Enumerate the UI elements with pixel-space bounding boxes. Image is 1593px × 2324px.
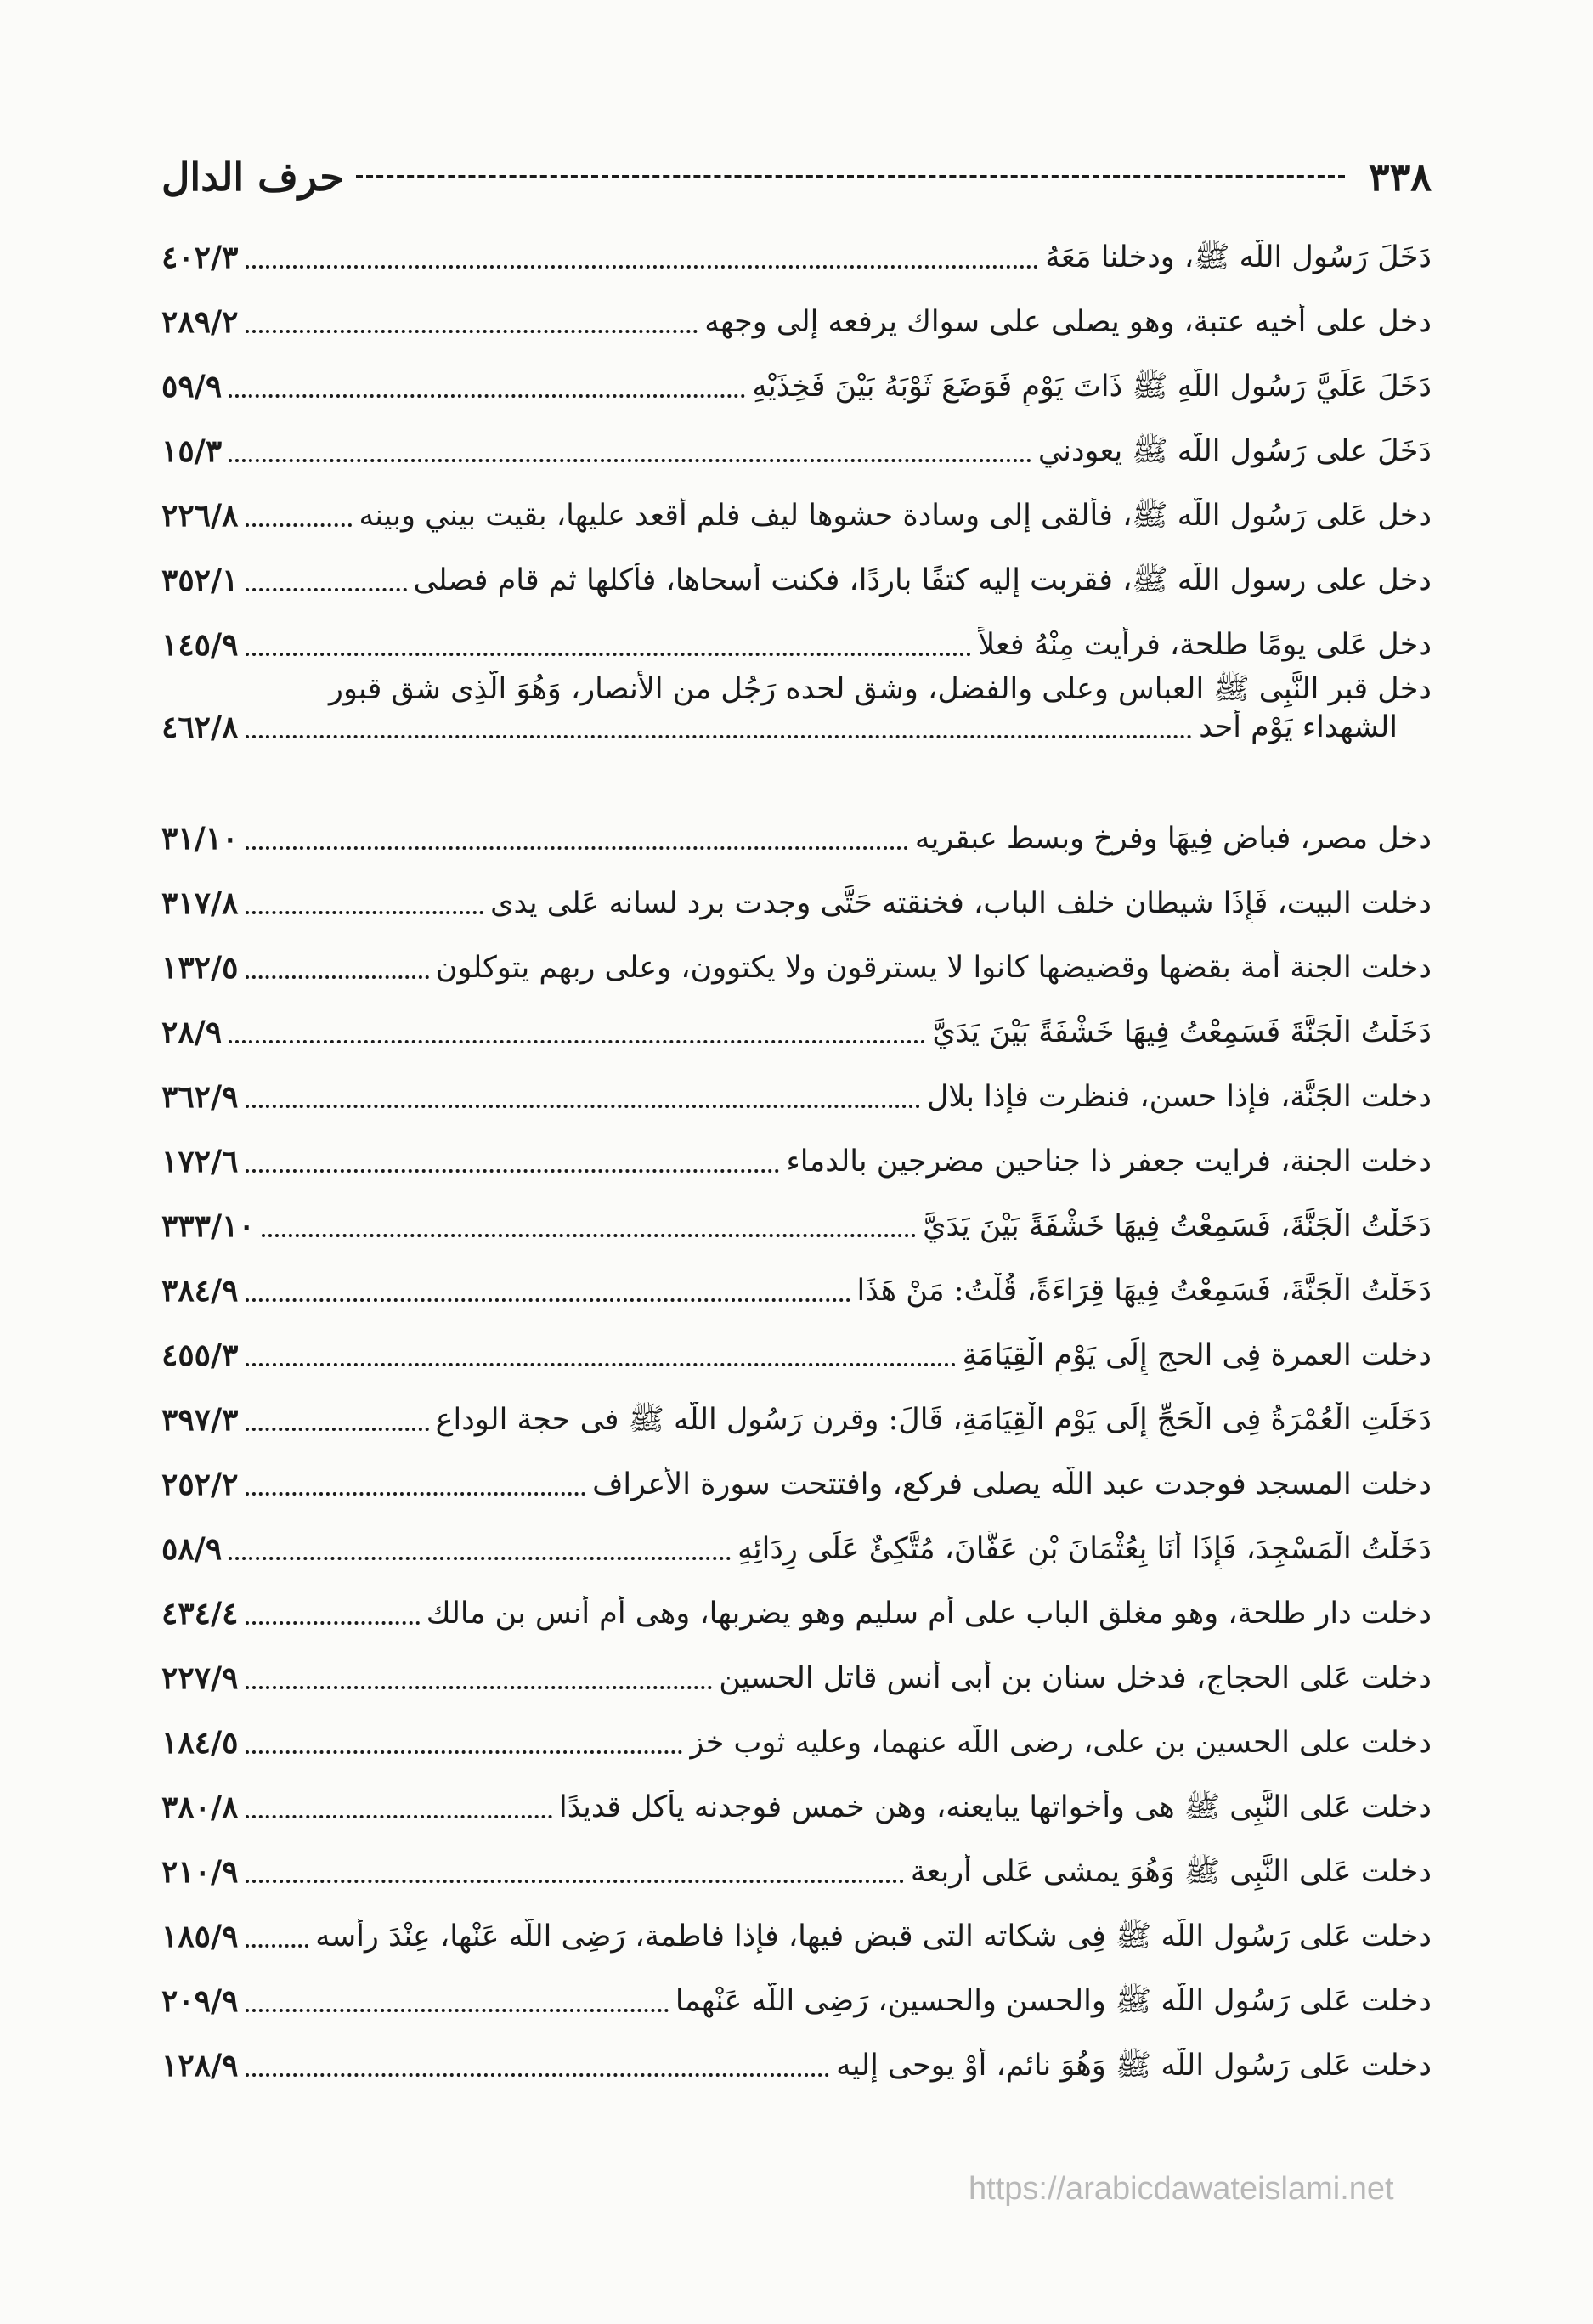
entry-text: دَخَلْتُ الْجَنَّةَ، فَسَمِعْتُ فِيهَا قِرَاءَةً، قُلْتُ: مَنْ هَذَا xyxy=(856,1274,1432,1309)
entry-text: دَخَلْتُ الْجَنَّةَ فَسَمِعْتُ فِيهَا خَشْفَةً بَيْنَ يَدَيَّ xyxy=(932,1015,1432,1050)
entry-text: دخل مصر، فباض فِيهَا وفرخ وبسط عبقريه xyxy=(914,822,1432,857)
leader-dots xyxy=(246,1621,420,1625)
index-entry xyxy=(161,219,1432,284)
leader-dots xyxy=(246,846,908,850)
leader-dots xyxy=(246,1428,429,1431)
index-entry xyxy=(161,671,1432,800)
leader-dots xyxy=(246,653,972,656)
entry-text: دخلت الجنة أمة بقضها وقضيضها كانوا لا يسترقون ولا يكتوون، وعلى ربهم يتوكلون xyxy=(435,951,1432,986)
watermark-url: https://arabicdawateislami.net xyxy=(969,2171,1394,2207)
index-entry xyxy=(161,1575,1432,1640)
index-entry xyxy=(161,413,1432,478)
entry-reference: ٢٢٦/٨ xyxy=(161,498,239,534)
header-rule xyxy=(356,175,1345,178)
index-entry xyxy=(161,1059,1432,1123)
entry-text: دَخَلْتُ الْمَسْجِدَ، فَإِذَا أَنَا بِعُثْمَانَ بْنِ عَفَّانَ، مُتَّكِئٌ عَلَى رِدَائِهِ xyxy=(737,1532,1432,1567)
entry-text: دخلت على الحسين بن على، رضى اللَّه عنهما، وعليه ثوب خز xyxy=(689,1726,1432,1761)
entry-reference: ١٨٤/٥ xyxy=(161,1725,239,1761)
entry-reference: ٥٩/٩ xyxy=(161,369,223,404)
entry-reference: ٣٨٠/٨ xyxy=(161,1790,239,1825)
leader-dots xyxy=(229,394,745,398)
entry-reference: ١٥/٣ xyxy=(161,433,223,469)
entry-reference: ٢٨٩/٢ xyxy=(161,304,239,340)
entry-reference: ١٤٥/٩ xyxy=(161,627,239,663)
entry-reference: ٢٥٢/٢ xyxy=(161,1467,239,1502)
index-entry xyxy=(161,1123,1432,1188)
entry-reference: ٢٢٧/٩ xyxy=(161,1660,239,1696)
leader-dots xyxy=(246,2073,830,2077)
entry-reference: ١٧٢/٦ xyxy=(161,1144,239,1179)
entry-reference: ١٣٢/٥ xyxy=(161,950,239,986)
index-entry xyxy=(161,1640,1432,1705)
leader-dots xyxy=(246,588,407,591)
entry-text: دخلت عَلى الحجاج، فدخل سنان بن أبى أنس قاتل الحسين xyxy=(719,1661,1432,1696)
index-entry xyxy=(161,478,1432,542)
index-entry xyxy=(161,1705,1432,1769)
index-entry xyxy=(161,930,1432,994)
entry-text: دخلت الجنة، فرايت جعفر ذا جناحين مضرجين بالدماء xyxy=(786,1145,1432,1179)
leader-dots xyxy=(246,1105,920,1108)
page-number: ٣٣٨ xyxy=(1368,154,1432,200)
index-entry xyxy=(161,1963,1432,2027)
entry-reference: ٣٣٣/١٠ xyxy=(161,1208,255,1244)
index-entry xyxy=(161,994,1432,1059)
entry-text: دَخَلَتِ الْعُمْرَةُ فِى الْحَجِّ إِلَى يَوْمِ الْقِيَامَةِ، قَالَ: وقرن رَسُول اللَّه ﷺ فى حجة الوداع xyxy=(435,1403,1432,1438)
leader-dots xyxy=(246,1880,904,1883)
entry-reference: ١٨٥/٩ xyxy=(161,1919,239,1954)
entry-reference: ٣١٧/٨ xyxy=(161,885,239,921)
leader-dots xyxy=(246,1944,309,1948)
entry-reference: ٣٦٢/٩ xyxy=(161,1079,239,1115)
entry-reference: ١٢٨/٩ xyxy=(161,2048,239,2084)
entry-text: دَخَلَ على رَسُول اللَّه ﷺ يعودني xyxy=(1038,434,1432,469)
leader-dots xyxy=(246,2009,669,2012)
index-entry xyxy=(161,542,1432,607)
index-entry xyxy=(161,1188,1432,1252)
index-entry xyxy=(161,1317,1432,1382)
leader-dots xyxy=(246,911,484,914)
index-entry xyxy=(161,1511,1432,1575)
leader-dots xyxy=(246,1750,683,1754)
entry-reference: ٣٩٧/٣ xyxy=(161,1402,239,1438)
leader-dots xyxy=(246,975,429,979)
entry-text: دخلت عَلى النَّبِى ﷺ وَهُوَ يمشى عَلى أربعة xyxy=(910,1855,1432,1890)
entry-text: دخل على رسول اللَّه ﷺ، فقربت إليه كتفًا باردًا، فكنت أسحاها، فأكلها ثم قام فصلى xyxy=(413,563,1432,598)
index-entry xyxy=(161,607,1432,671)
index-entry xyxy=(161,800,1432,865)
entry-reference: ٤٦٢/٨ xyxy=(161,709,239,745)
leader-dots xyxy=(246,1686,713,1689)
entry-text: دخلت المسجد فوجدت عبد اللَّه يصلى فركع، وافتتحت سورة الأعراف xyxy=(592,1467,1432,1502)
entry-reference: ٢١٠/٩ xyxy=(161,1854,239,1890)
entry-text: دخلت عَلى رَسُول اللَّه ﷺ وَهُوَ نائم، أَوْ يوحى إليه xyxy=(836,2049,1432,2084)
entry-text-line-1: دخل قبر النَّبِى ﷺ العباس وعلى والفضل، وشق لحده رَجُل من الأنصار، وَهُوَ الَّذِى شق قبور xyxy=(329,672,1432,706)
entry-text: دَخَلْتُ الْجَنَّةَ، فَسَمِعْتُ فِيهَا خَشْفَةً بَيْنَ يَدَيَّ xyxy=(923,1209,1432,1244)
leader-dots xyxy=(246,1298,850,1302)
leader-dots xyxy=(246,735,1193,738)
leader-dots xyxy=(246,265,1039,269)
leader-dots xyxy=(229,1557,731,1560)
entry-reference: ٢٨/٩ xyxy=(161,1015,223,1050)
entry-reference: ٣١/١٠ xyxy=(161,821,239,857)
leader-dots xyxy=(246,1169,780,1173)
entry-text: دخل على أخيه عتبة، وهو يصلى على سواك يرفعه إلى وجهه xyxy=(704,305,1432,340)
entry-text: دخلت البيت، فَإِذَا شيطان خلف الباب، فخنقته حَتَّى وجدت برد لسانه عَلى يدى xyxy=(490,886,1432,921)
leader-dots xyxy=(246,1363,956,1366)
entry-text: دخلت دار طلحة، وهو مغلق الباب على أم سليم وهو يضربها، وهى أم أنس بن مالك xyxy=(426,1597,1432,1631)
leader-dots xyxy=(246,1815,553,1818)
page-header xyxy=(161,143,1432,211)
entry-text: دَخَلَ رَسُول اللَّه ﷺ، ودخلنا مَعَهُ xyxy=(1045,240,1432,275)
entry-reference: ٤٥٥/٣ xyxy=(161,1337,239,1373)
index-entry xyxy=(161,865,1432,930)
entry-text: دخل عَلى يومًا طلحة، فرأيت مِنْهُ فعلاً xyxy=(978,628,1432,663)
index-entry xyxy=(161,1446,1432,1511)
index-entry xyxy=(161,1898,1432,1963)
index-entries xyxy=(161,219,1432,2092)
index-entry xyxy=(161,284,1432,348)
index-entry xyxy=(161,348,1432,413)
section-title: حرف الدال xyxy=(161,154,344,200)
leader-dots xyxy=(246,1492,586,1496)
entry-reference: ٣٨٤/٩ xyxy=(161,1273,239,1309)
entry-text: دخل عَلى رَسُول اللَّه ﷺ، فألقى إلى وسادة حشوها ليف فلم أقعد عليها، بقيت بيني وبينه xyxy=(359,499,1432,534)
entry-reference: ٣٥٢/١ xyxy=(161,563,239,598)
index-entry xyxy=(161,2027,1432,2092)
entry-reference: ٤٣٤/٤ xyxy=(161,1596,239,1631)
entry-reference: ٥٨/٩ xyxy=(161,1531,223,1567)
index-entry xyxy=(161,1252,1432,1317)
entry-text: دَخَلَ عَلَيَّ رَسُول اللَّهِ ﷺ ذَاتَ يَوْمٍ فَوَضَعَ ثَوْبَهُ بَيْنَ فَخِذَيْهِ xyxy=(752,370,1432,404)
entry-text: دخلت العمرة فِى الحج إِلَى يَوْمِ الْقِيَامَةِ xyxy=(962,1338,1432,1373)
entry-text-line-2: الشهداء يَوْم أحد xyxy=(1199,710,1398,744)
entry-text: دخلت عَلى النَّبِى ﷺ هى وأخواتها يبايعنه، وهن خمس فوجدنه يأكل قديدًا xyxy=(559,1790,1432,1825)
leader-dots xyxy=(246,330,698,333)
entry-last-line xyxy=(161,709,1432,747)
entry-reference: ٤٠٢/٣ xyxy=(161,240,239,275)
leader-dots xyxy=(229,459,1031,462)
leader-dots xyxy=(229,1040,925,1043)
index-entry xyxy=(161,1769,1432,1834)
entry-text: دخلت الجَنَّة، فإذا حسن، فنظرت فإذا بلال xyxy=(926,1080,1432,1115)
entry-text: دخلت عَلى رَسُول اللَّه ﷺ فِى شكاته التى قبض فيها، فإذا فاطمة، رَضِى اللَّه عَنْها، عِنْدَ رأسه xyxy=(315,1920,1432,1954)
entry-reference: ٢٠٩/٩ xyxy=(161,1983,239,2019)
entry-text: دخلت عَلى رَسُول اللَّه ﷺ والحسن والحسين، رَضِى اللَّه عَنْهما xyxy=(675,1984,1432,2019)
index-entry xyxy=(161,1382,1432,1446)
leader-dots xyxy=(262,1234,916,1237)
leader-dots xyxy=(246,523,353,527)
index-entry xyxy=(161,1834,1432,1898)
